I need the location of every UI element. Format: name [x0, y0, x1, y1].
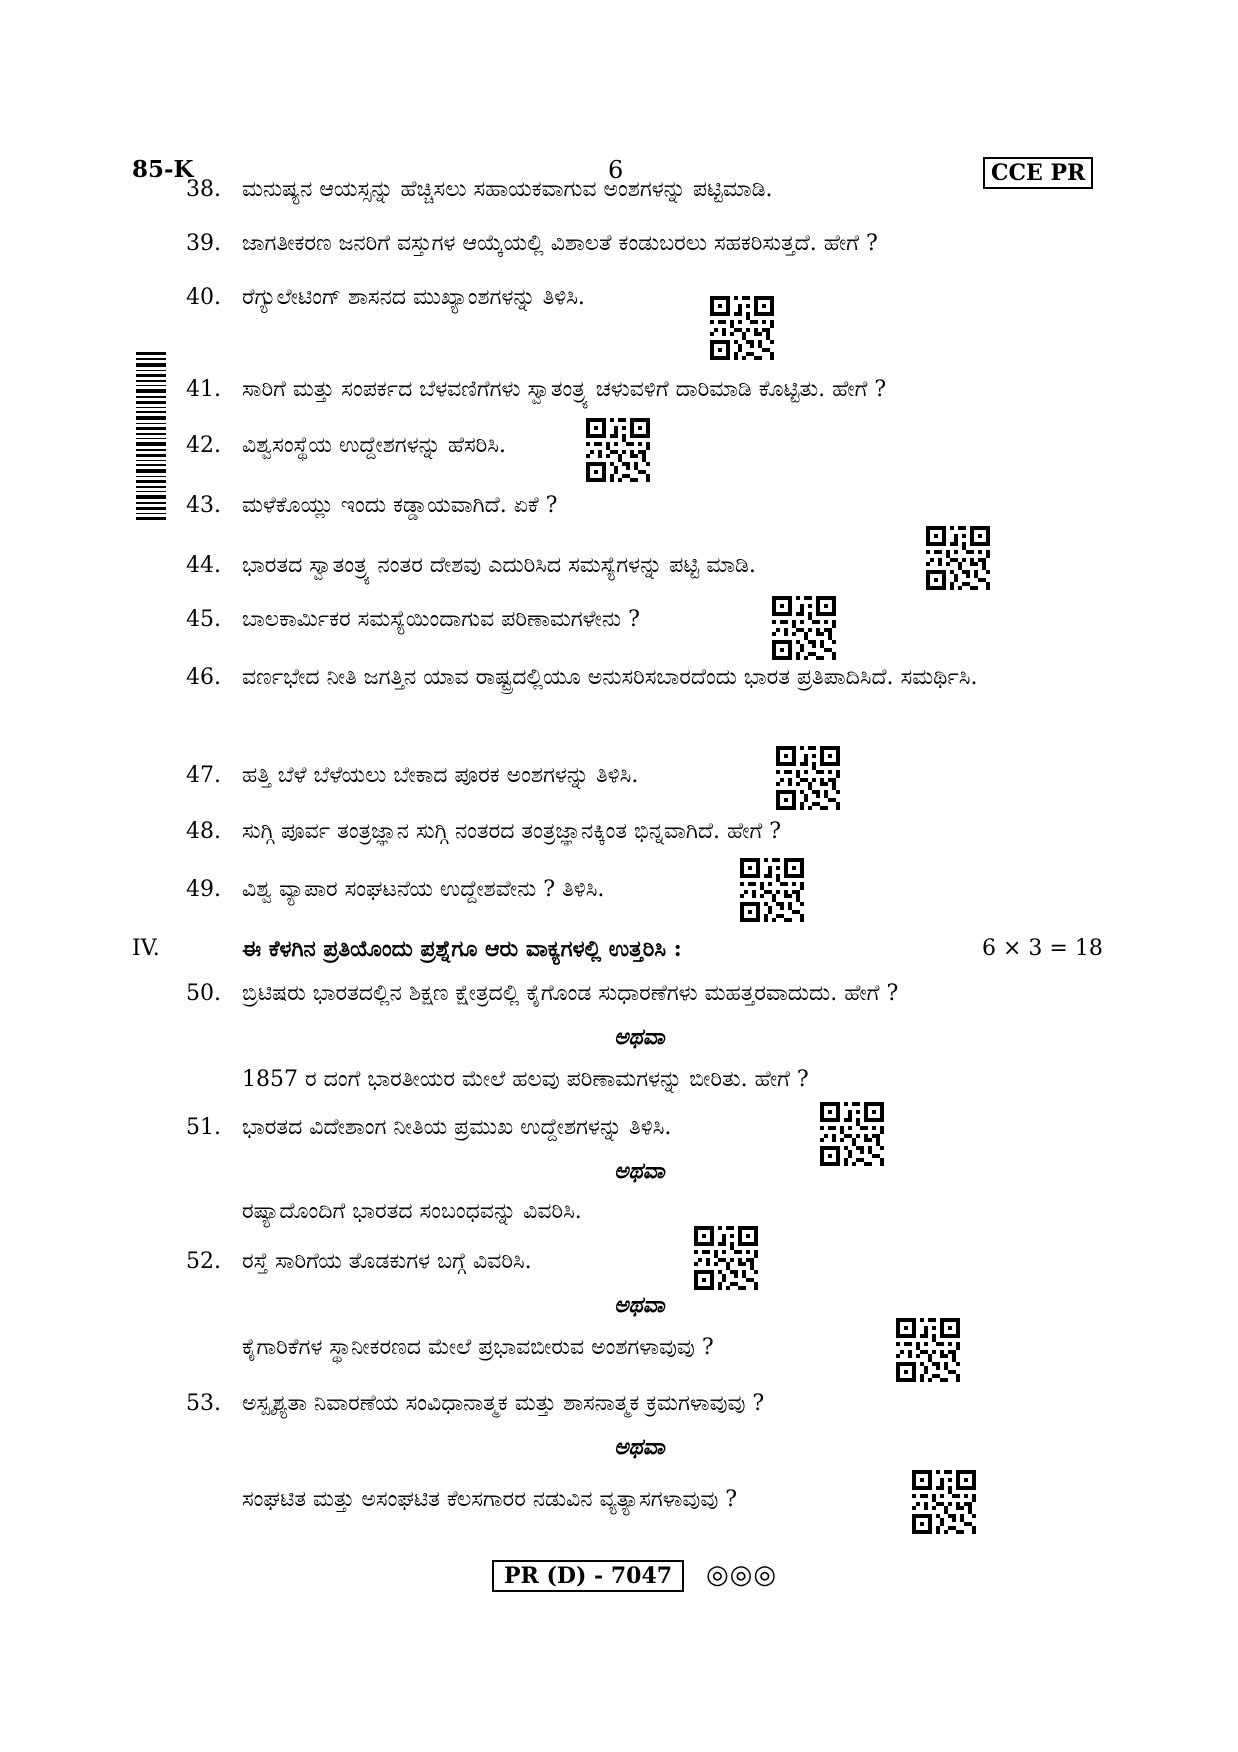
question-45: 45. ಬಾಲಕಾರ್ಮಿಕರ ಸಮಸ್ಯೆಯಿಂದಾಗುವ ಪರಿಣಾಮಗಳೇನು ? — [186, 607, 640, 632]
question-41: 41. ಸಾರಿಗೆ ಮತ್ತು ಸಂಪರ್ಕದ ಬೆಳವಣಿಗೆಗಳು ಸ್ವಾತಂತ್ರ್ಯ ಚಳುವಳಿಗೆ ದಾರಿಮಾಡಿ ಕೊಟ್ಟಿತು. ಹೇಗೆ ? — [186, 377, 887, 402]
question-49: 49. ವಿಶ್ವ ವ್ಯಾಪಾರ ಸಂಘಟನೆಯ ಉದ್ದೇಶವೇನು ? ತಿಳಿಸಿ. — [186, 877, 605, 902]
question-50-alternative: 1857 ರ ದಂಗೆ ಭಾರತೀಯರ ಮೇಲೆ ಹಲವು ಪರಿಣಾಮಗಳನ್ನು ಬೀರಿತು. ಹೇಗೆ ? — [242, 1067, 809, 1092]
cce-badge: CCE PR — [983, 157, 1093, 189]
qr-code-icon[interactable] — [586, 418, 650, 482]
question-40: 40. ರೆಗ್ಯುಲೇಟಿಂಗ್ ಶಾಸನದ ಮುಖ್ಯಾಂಶಗಳನ್ನು ತಿಳಿಸಿ. — [186, 285, 585, 310]
question-53-alternative: ಸಂಘಟಿತ ಮತ್ತು ಅಸಂಘಟಿತ ಕೆಲಸಗಾರರ ನಡುವಿನ ವ್ಯತ್ಯಾಸಗಳಾವುವು ? — [242, 1487, 738, 1512]
or-label: ಅಥವಾ — [614, 1158, 665, 1184]
question-52-alternative: ಕೈಗಾರಿಕೆಗಳ ಸ್ಥಾನೀಕರಣದ ಮೇಲೆ ಪ್ರಭಾವಬೀರುವ ಅಂಶಗಳಾವುವು ? — [242, 1335, 714, 1360]
or-label: ಅಥವಾ — [614, 1024, 665, 1050]
qr-code-icon[interactable] — [926, 526, 990, 590]
paper-code: 85-K — [132, 156, 194, 183]
question-44: 44. ಭಾರತದ ಸ್ವಾತಂತ್ರ್ಯ ನಂತರ ದೇಶವು ಎದುರಿಸಿದ ಸಮಸ್ಯೆಗಳನ್ನು ಪಟ್ಟಿ ಮಾಡಿ. — [186, 553, 756, 578]
section-instruction: ಈ ಕೆಳಗಿನ ಪ್ರತಿಯೊಂದು ಪ್ರಶ್ನೆಗೂ ಆರು ವಾಕ್ಯಗಳಲ್ಲಿ ಉತ್ತರಿಸಿ : — [242, 936, 682, 962]
question-39: 39. ಜಾಗತೀಕರಣ ಜನರಿಗೆ ವಸ್ತುಗಳ ಆಯ್ಕೆಯಲ್ಲಿ ವಿಶಾಲತೆ ಕಂಡುಬರಲು ಸಹಕರಿಸುತ್ತದೆ. ಹೇಗೆ ? — [186, 231, 878, 256]
qr-code-icon[interactable] — [896, 1318, 960, 1382]
question-50: 50. ಬ್ರಿಟಿಷರು ಭಾರತದಲ್ಲಿನ ಶಿಕ್ಷಣ ಕ್ಷೇತ್ರದಲ್ಲಿ ಕೈಗೊಂಡ ಸುಧಾರಣೆಗಳು ಮಹತ್ತರವಾದುದು. ಹೇಗೆ ? — [186, 981, 899, 1006]
question-43: 43. ಮಳೆಕೊಯ್ಲು ಇಂದು ಕಡ್ಡಾಯವಾಗಿದೆ. ಏಕೆ ? — [186, 493, 558, 518]
qr-code-icon[interactable] — [740, 858, 804, 922]
or-label: ಅಥವಾ — [614, 1292, 665, 1318]
section-number: IV. — [132, 936, 160, 961]
question-47: 47. ಹತ್ತಿ ಬೆಳೆ ಬೆಳೆಯಲು ಬೇಕಾದ ಪೂರಕ ಅಂಶಗಳನ್ನು ತಿಳಿಸಿ. — [186, 763, 639, 788]
qr-code-icon[interactable] — [912, 1470, 976, 1534]
section-marks: 6 × 3 = 18 — [982, 936, 1103, 961]
qr-code-icon[interactable] — [694, 1226, 758, 1290]
qr-code-icon[interactable] — [820, 1102, 884, 1166]
page-number: 6 — [608, 156, 624, 184]
qr-code-icon[interactable] — [710, 296, 774, 360]
question-52: 52. ರಸ್ತೆ ಸಾರಿಗೆಯ ತೊಡಕುಗಳ ಬಗ್ಗೆ ವಿವರಿಸಿ. — [186, 1249, 532, 1274]
qr-code-icon[interactable] — [776, 746, 840, 810]
question-46: 46. ವರ್ಣಭೇದ ನೀತಿ ಜಗತ್ತಿನ ಯಾವ ರಾಷ್ಟ್ರದಲ್ಲಿಯೂ ಅನುಸರಿಸಬಾರದೆಂದು ಭಾರತ ಪ್ರತಿಪಾದಿಸಿದೆ. ಸಮರ್ಥಿಸಿ. — [186, 665, 978, 690]
question-48: 48. ಸುಗ್ಗಿ ಪೂರ್ವ ತಂತ್ರಜ್ಞಾನ ಸುಗ್ಗಿ ನಂತರದ ತಂತ್ರಜ್ಞಾನಕ್ಕಿಂತ ಭಿನ್ನವಾಗಿದೆ. ಹೇಗೆ ? — [186, 819, 782, 844]
footer-code: PR (D) - 7047 — [492, 1560, 684, 1592]
footer-symbols: ◎◎◎ — [706, 1560, 778, 1590]
question-51-alternative: ರಷ್ಯಾದೊಂದಿಗೆ ಭಾರತದ ಸಂಬಂಧವನ್ನು ವಿವರಿಸಿ. — [242, 1199, 582, 1224]
question-42: 42. ವಿಶ್ವಸಂಸ್ಥೆಯ ಉದ್ದೇಶಗಳನ್ನು ಹೆಸರಿಸಿ. — [186, 433, 506, 458]
question-38: 38. ಮನುಷ್ಯನ ಆಯಸ್ಸನ್ನು ಹೆಚ್ಚಿಸಲು ಸಹಾಯಕವಾಗುವ ಅಂಶಗಳನ್ನು ಪಟ್ಟಿಮಾಡಿ. — [186, 177, 773, 202]
barcode-icon — [136, 352, 166, 520]
qr-code-icon[interactable] — [772, 596, 836, 660]
or-label: ಅಥವಾ — [614, 1434, 665, 1460]
question-53: 53. ಅಸ್ಪೃಶ್ಯತಾ ನಿವಾರಣೆಯ ಸಂವಿಧಾನಾತ್ಮಕ ಮತ್ತು ಶಾಸನಾತ್ಮಕ ಕ್ರಮಗಳಾವುವು ? — [186, 1391, 765, 1416]
question-51: 51. ಭಾರತದ ವಿದೇಶಾಂಗ ನೀತಿಯ ಪ್ರಮುಖ ಉದ್ದೇಶಗಳನ್ನು ತಿಳಿಸಿ. — [186, 1115, 672, 1140]
